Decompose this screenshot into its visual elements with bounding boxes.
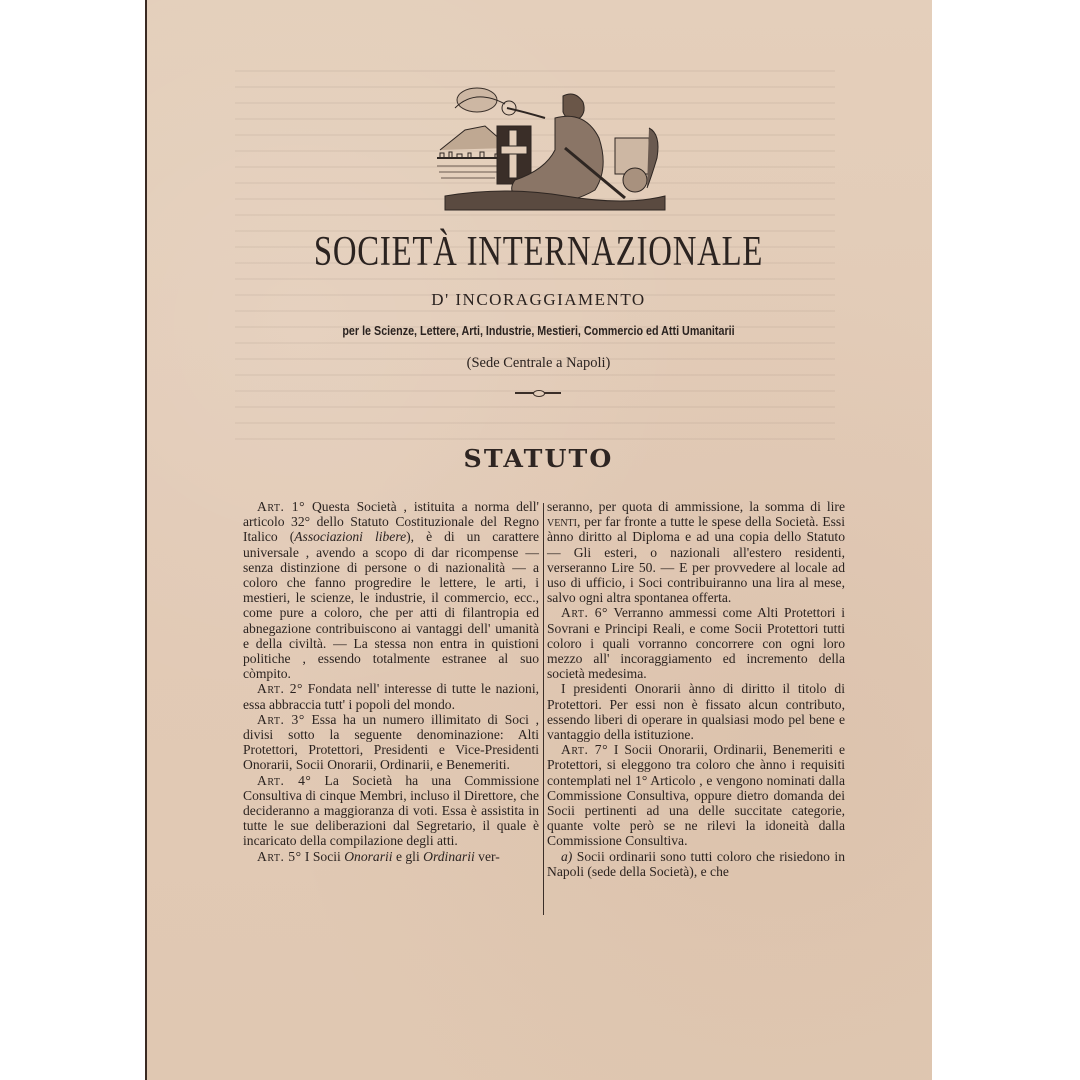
ornamental-divider: [515, 392, 561, 394]
article-2: Art. 2° Fondata nell' interesse di tutte le nazioni, essa abbraccia tutt' i popoli del mondo.: [243, 681, 539, 712]
article-7: Art. 7° I Socii Onorarii, Ordinarii, Benemeriti e Protettori, si eleggono tra coloro che ànno i requisiti contemplati nel 1° Articolo , e vengono nominati dalla Commissione Consultiva, oppure dietro domanda dei Socii pertinenti ad una delle succitate categorie, quante volte però se ne rilevi la idoneità dalla Commissione Consultiva.: [547, 742, 845, 849]
article-6: Art. 6° Verranno ammessi come Alti Protettori i Sovrani e Principi Reali, e come Socii Protettori tutti coloro i quali vorranno concorrere con ogni loro mezzo all' incoraggiamento ed incremento della società medesima.: [547, 605, 845, 682]
society-subtitle: D' INCORAGGIAMENTO: [431, 290, 646, 309]
article-label: Art. 4°: [257, 772, 312, 788]
article-4: Art. 4° La Società ha una Commissione Consultiva di cinque Membri, incluso il Direttore, che decideranno a maggioranza di voti. Essa è assistita in tutte le sue deliberazioni dal Segretario, il quale è incaricato della compilazione degli atti.: [243, 772, 539, 849]
article-1: Art. 1° Questa Società , istituita a norma dell' articolo 32° dello Statuto Costituzionale del Regno Italico (Associazioni libere), è di un carattere universale , avendo a scopo di dar ricompense — senza distinzione di persone o di nazionalità — a coloro che fanno progredire le lettere, le arti, i mestieri, le scienze, le industrie, il commercio, ecc., come pure a coloro, che per atti di filantropia ed abnegazione contribuiscono ai vantaggi dell' umanità e della civiltà. — La stessa non entra in quistioni politiche , essendo totalmente estranee al suo còmpito.: [243, 499, 539, 682]
article-5: Art. 5° I Socii Onorarii e gli Ordinarii ver-: [257, 848, 500, 864]
article-label: Art. 6°: [561, 605, 608, 621]
left-column: [243, 499, 539, 864]
article-label: Art. 7°: [561, 742, 609, 758]
article-label: Art. 3°: [257, 711, 305, 727]
right-column: [547, 499, 845, 879]
allegorical-engraving-icon: [435, 78, 667, 214]
society-tagline: per le Scienze, Lettere, Arti, Industrie, Mestieri, Commercio ed Atti Umanitarii: [342, 324, 735, 338]
column-divider: [543, 503, 544, 915]
article-3: Art. 3° Essa ha un numero illimitato di Soci , divisi sotto la seguente denominazione: Alti Protettori, Protettori, Presidenti e Vice-Presidenti Onorarii, Socii Onorarii, Ordinarii, e Benemeriti.: [243, 711, 539, 773]
clause-a: a) Socii ordinarii sono tutti coloro che risiedono in Napoli (sede della Società), e che: [547, 848, 845, 879]
article-label: Art. 5°: [257, 848, 302, 864]
headquarters-note: (Sede Centrale a Napoli): [466, 355, 611, 371]
article-label: Art. 2°: [257, 681, 303, 697]
document-page: [145, 0, 932, 1080]
article-5-continued: seranno, per quota di ammissione, la somma di lire venti, per far fronte a tutte le spese della Società. Essi ànno diritto al Diploma e ad una copia dello Statuto — Gli esteri, o nazionali all'estero residenti, verseranno Lire 50. — E per provvedere al locale ad uso di ufficio, i Soci contribuiranno una lira al mese, salvo ogni altra spontanea offerta.: [547, 499, 845, 606]
society-title: SOCIETÀ INTERNAZIONALE: [313, 229, 764, 275]
honorary-presidents-paragraph: I presidenti Onorarii ànno di diritto il titolo di Protettori. Per essi non è fissato alcun contributo, essendo liberi di operare in qualsiasi modo pel bene e vantaggio della istituzione.: [547, 681, 845, 743]
article-label: Art. 1°: [257, 499, 306, 514]
statute-heading: STATUTO: [463, 444, 614, 473]
